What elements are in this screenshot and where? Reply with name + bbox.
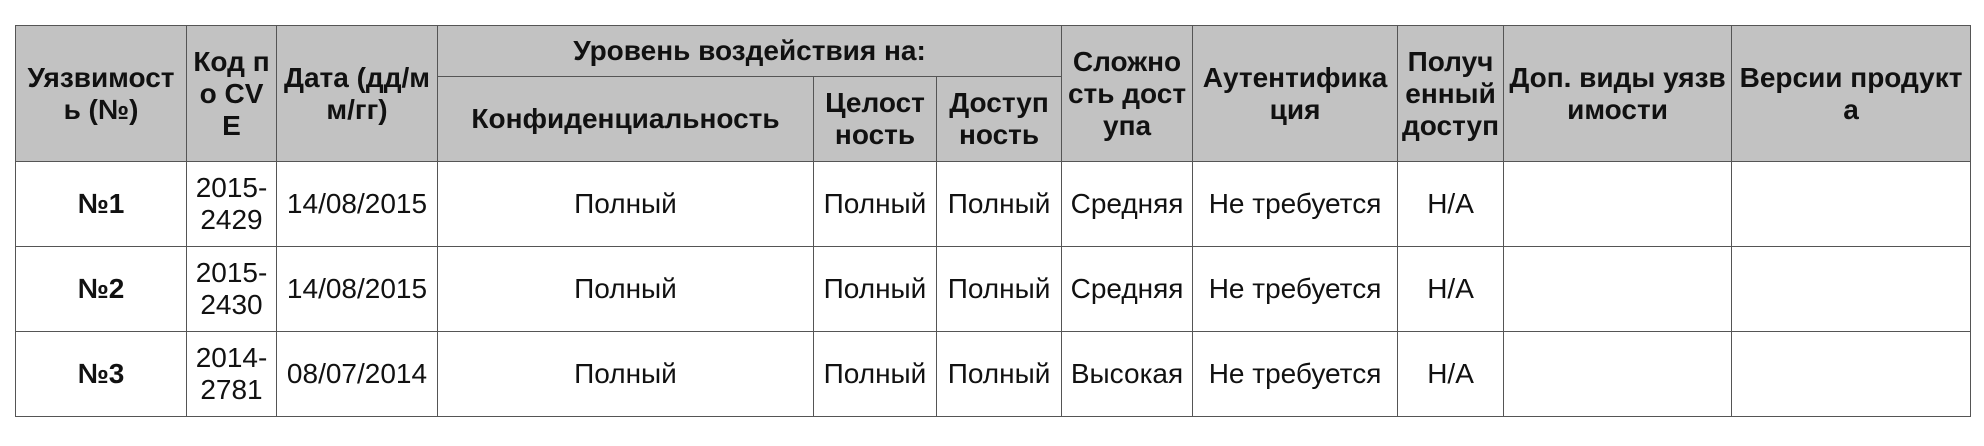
cell-vuln-number: №1 <box>16 162 187 247</box>
cell-authentication: Не требуется <box>1193 162 1398 247</box>
header-product-versions: Версии продукта <box>1732 26 1971 162</box>
header-impact-group: Уровень воздействия на: <box>438 26 1062 77</box>
cell-gained-access: Н/А <box>1398 247 1504 332</box>
cell-extra-types <box>1504 247 1732 332</box>
cell-gained-access: Н/А <box>1398 332 1504 417</box>
table-body <box>16 162 1971 417</box>
vulnerability-table <box>15 25 1971 417</box>
header-authentication: Аутентификация <box>1193 26 1398 162</box>
cell-integrity: Полный <box>814 247 937 332</box>
cell-date: 14/08/2015 <box>277 247 438 332</box>
header-date: Дата (дд/мм/гг) <box>277 26 438 162</box>
cell-gained-access: Н/А <box>1398 162 1504 247</box>
cell-authentication: Не требуется <box>1193 332 1398 417</box>
header-confidentiality: Конфиденциальность <box>438 77 814 162</box>
cell-date: 08/07/2014 <box>277 332 438 417</box>
cell-date: 14/08/2015 <box>277 162 438 247</box>
header-gained-access: Полученный доступ <box>1398 26 1504 162</box>
table-row <box>16 162 1971 247</box>
cell-product-versions <box>1732 162 1971 247</box>
header-access-complexity: Сложность доступа <box>1062 26 1193 162</box>
table-row <box>16 247 1971 332</box>
cell-extra-types <box>1504 332 1732 417</box>
cell-confidentiality: Полный <box>438 247 814 332</box>
cell-access-complexity: Средняя <box>1062 247 1193 332</box>
cell-availability: Полный <box>937 247 1062 332</box>
header-availability: Доступность <box>937 77 1062 162</box>
cell-product-versions <box>1732 332 1971 417</box>
cell-availability: Полный <box>937 332 1062 417</box>
header-integrity: Целостность <box>814 77 937 162</box>
table-row <box>16 332 1971 417</box>
header-cve-code: Код по CVE <box>187 26 277 162</box>
cell-confidentiality: Полный <box>438 162 814 247</box>
table-header <box>16 26 1971 162</box>
cell-cve-code: 2015-2430 <box>187 247 277 332</box>
cell-vuln-number: №2 <box>16 247 187 332</box>
cell-confidentiality: Полный <box>438 332 814 417</box>
cell-vuln-number: №3 <box>16 332 187 417</box>
header-extra-types: Доп. виды уязвимости <box>1504 26 1732 162</box>
header-row-top <box>16 26 1971 77</box>
cell-authentication: Не требуется <box>1193 247 1398 332</box>
cell-availability: Полный <box>937 162 1062 247</box>
cell-product-versions <box>1732 247 1971 332</box>
cell-access-complexity: Средняя <box>1062 162 1193 247</box>
cell-cve-code: 2015-2429 <box>187 162 277 247</box>
cell-integrity: Полный <box>814 332 937 417</box>
header-vulnerability: Уязвимость (№) <box>16 26 187 162</box>
cell-access-complexity: Высокая <box>1062 332 1193 417</box>
cell-cve-code: 2014-2781 <box>187 332 277 417</box>
cell-integrity: Полный <box>814 162 937 247</box>
cell-extra-types <box>1504 162 1732 247</box>
